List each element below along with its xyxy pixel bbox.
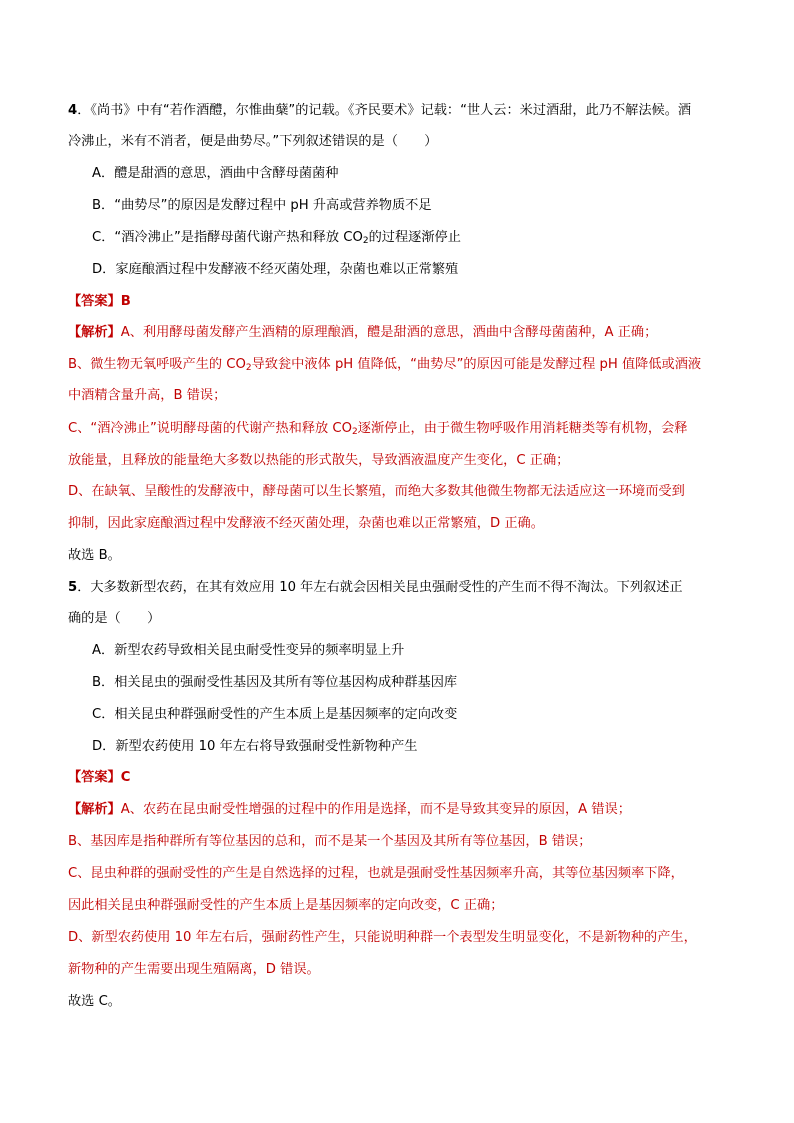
q4-analysis-line1: 【解析】A、利用酵母菌发酵产生酒精的原理酿酒，醴是甜酒的意思，酒曲中含酵母菌菌种，A 正确； — [68, 325, 658, 340]
q4-analysis-line7: 抑制，因此家庭酿酒过程中发酵液不经灭菌处理，杂菌也难以正常繁殖，D 正确。 — [68, 516, 544, 531]
q4-analysis-line2: B、微生物无氧呼吸产生的 $CO_2$导致瓮中液体 pH 值降低，“曲势尽”的原因可能是发酵过程 pH 值降低或酒液 — [68, 357, 702, 373]
q5-option-d: D．新型农药使用 10 年左右将导致强耐受性新物种产生 — [92, 739, 418, 754]
q4-option-a: A．醴是甜酒的意思，酒曲中含酵母菌菌种 — [92, 166, 339, 181]
q4-conclusion: 故选 B。 — [68, 548, 121, 563]
q5-stem-line1: 5．大多数新型农药，在其有效应用 10 年左右就会因相关昆虫强耐受性的产生而不得不淘汰。下列叙述正 — [68, 580, 683, 595]
q4-analysis-line6: D、在缺氧、呈酸性的发酵液中，酵母菌可以生长繁殖，而绝大多数其他微生物都无法适应这一环境而受到 — [68, 484, 685, 499]
q5-option-b: B．相关昆虫的强耐受性基因及其所有等位基因构成种群基因库 — [92, 675, 458, 690]
q4-option-c: C．“酒冷沸止”是指酵母菌代谢产热和释放 $CO_2$的过程逐渐停止 — [92, 230, 461, 246]
q5-option-c: C．相关昆虫种群强耐受性的产生本质上是基因频率的定向改变 — [92, 707, 458, 722]
q4-stem-line2: 冷沸止，米有不消者，便是曲势尽。”下列叙述错误的是（ ） — [68, 134, 438, 149]
q4-answer: 【答案】B — [68, 294, 131, 309]
q5-number: 5 — [68, 580, 78, 595]
q5-analysis-line6: 新物种的产生需要出现生殖隔离，D 错误。 — [68, 962, 320, 977]
q5-option-a: A．新型农药导致相关昆虫耐受性变异的频率明显上升 — [92, 643, 405, 658]
q4-option-d: D．家庭酿酒过程中发酵液不经灭菌处理，杂菌也难以正常繁殖 — [92, 262, 459, 277]
q4-analysis-line5: 放能量，且释放的能量绝大多数以热能的形式散失，导致酒液温度产生变化，C 正确； — [68, 453, 570, 468]
q4-option-b: B．“曲势尽”的原因是发酵过程中 pH 升高或营养物质不足 — [92, 198, 432, 213]
q5-analysis-line4: 因此相关昆虫种群强耐受性的产生本质上是基因频率的定向改变，C 正确； — [68, 898, 504, 913]
q5-analysis-line5: D、新型农药使用 10 年左右后，强耐药性产生，只能说明种群一个表型发生明显变化，不是新物种的产生， — [68, 930, 697, 945]
q4-analysis-line4: C、“酒冷沸止”说明酵母菌的代谢产热和释放 $CO_2$逐渐停止，由于微生物呼吸作用消耗糖类等有机物，会释 — [68, 421, 688, 437]
q4-number: 4 — [68, 103, 78, 118]
q5-analysis-line2: B、基因库是指种群所有等位基因的总和，而不是某一个基因及其所有等位基因，B 错误； — [68, 834, 592, 849]
q4-stem-line1: 4．《尚书》中有“若作酒醴，尔惟曲蘖”的记载。《齐民要术》记载：“世人云：米过酒甜，此乃不解法候。酒 — [68, 103, 692, 118]
q4-analysis-line3: 中酒精含量升高，B 错误； — [68, 388, 227, 403]
q5-stem-line2: 确的是（ ） — [68, 611, 161, 626]
q5-answer: 【答案】C — [68, 770, 131, 785]
q5-analysis-line3: C、昆虫种群的强耐受性的产生是自然选择的过程，也就是强耐受性基因频率升高，其等位基因频率下降， — [68, 866, 684, 881]
q5-analysis-line1: 【解析】A、农药在昆虫耐受性增强的过程中的作用是选择，而不是导致其变异的原因，A 错误； — [68, 802, 631, 817]
q5-conclusion: 故选 C。 — [68, 994, 121, 1009]
